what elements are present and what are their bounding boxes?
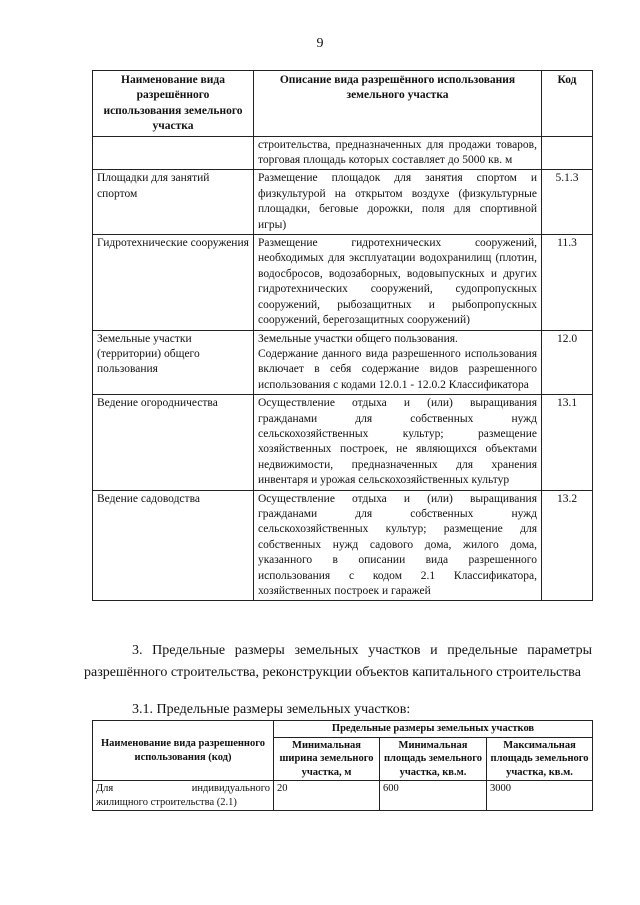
row-min-area: 600 bbox=[380, 781, 487, 811]
section-3-heading-text: 3. Предельные размеры земельных участков и предельные параметры разрешённого строительства, реконструкции объектов капитального строительства bbox=[84, 643, 592, 680]
table-row bbox=[93, 170, 593, 235]
column-header-name: Наименование вида разрешённого использования земельного участка bbox=[93, 71, 254, 137]
row-description: Осуществление отдыха и (или) выращивания гражданами для собственных нужд сельскохозяйственных культур; размещение для собственных нужд садового дома, жилого дома, указанного в описании вида разрешенного использования с кодом 2.1 Классификатора, хозяйственных построек и гаражей bbox=[254, 490, 542, 601]
row-code: 13.1 bbox=[542, 395, 593, 490]
section-3-1-heading: 3.1. Предельные размеры земельных участков: bbox=[132, 702, 411, 717]
row-name: Земельные участки (территории) общего пользования bbox=[93, 330, 254, 395]
row-description: строительства, предназначенных для продажи товаров, торговая площадь которых составляет до 5000 кв. м bbox=[254, 136, 542, 170]
row-name-line: Для индивидуального bbox=[96, 783, 270, 794]
row-min-width: 20 bbox=[274, 781, 380, 811]
table-row bbox=[93, 330, 593, 395]
section-3-heading bbox=[84, 640, 592, 684]
row-name: Гидротехнические сооружения bbox=[93, 235, 254, 330]
table-row bbox=[93, 490, 593, 601]
column-header-min-area: Минимальная площадь земельного участка, кв.м. bbox=[380, 737, 487, 781]
row-code bbox=[542, 136, 593, 170]
row-name: Площадки для занятий спортом bbox=[93, 170, 254, 235]
column-header-group: Предельные размеры земельных участков bbox=[274, 721, 593, 738]
column-header-min-width: Минимальная ширина земельного участка, м bbox=[274, 737, 380, 781]
column-header-max-area: Максимальная площадь земельного участка, кв.м. bbox=[487, 737, 593, 781]
row-name-line: жилищного строительства (2.1) bbox=[96, 796, 237, 808]
row-code: 11.3 bbox=[542, 235, 593, 330]
row-description: Размещение площадок для занятия спортом и физкультурой на открытом воздухе (физкультурные площадки, беговые дорожки, поля для спортивной игры) bbox=[254, 170, 542, 235]
row-max-area: 3000 bbox=[487, 781, 593, 811]
row-description bbox=[254, 330, 542, 395]
row-description: Размещение гидротехнических сооружений, необходимых для эксплуатации водохранилищ (плотин, водосбросов, водозаборных, водовыпускных и других гидротехнических сооружений, судопропускных сооружений, рыбозащитных и рыбопропускных сооружений, берегозащитных сооружений) bbox=[254, 235, 542, 330]
row-name: Ведение огородничества bbox=[93, 395, 254, 490]
row-name: Ведение садоводства bbox=[93, 490, 254, 601]
row-code: 5.1.3 bbox=[542, 170, 593, 235]
row-code: 13.2 bbox=[542, 490, 593, 601]
table-row bbox=[93, 395, 593, 490]
table-row bbox=[93, 235, 593, 330]
land-use-table bbox=[92, 70, 593, 601]
land-plot-size-table bbox=[92, 720, 593, 811]
column-header-description: Описание вида разрешённого использования земельного участка bbox=[254, 71, 542, 137]
table-row bbox=[93, 136, 593, 170]
column-header-name: Наименование вида разрешенного использования (код) bbox=[93, 721, 274, 781]
row-description-line: Земельные участки общего пользования. bbox=[258, 332, 458, 345]
table-header-row bbox=[93, 721, 593, 738]
row-description-line: Содержание данного вида разрешенного использования включает в себя содержание видов разрешенного использования с кодами 12.0.1 - 12.0.2 Классификатора bbox=[258, 347, 537, 391]
row-name bbox=[93, 136, 254, 170]
table-header-row bbox=[93, 71, 593, 137]
row-code: 12.0 bbox=[542, 330, 593, 395]
row-description: Осуществление отдыха и (или) выращивания гражданами для собственных нужд сельскохозяйственных культур; размещение хозяйственных построек, не являющихся объектами недвижимости, предназначенных для хранения инвентаря и урожая сельскохозяйственных культур bbox=[254, 395, 542, 490]
table-row bbox=[93, 781, 593, 811]
column-header-code: Код bbox=[542, 71, 593, 137]
page-number: 9 bbox=[316, 36, 324, 51]
row-name bbox=[93, 781, 274, 811]
